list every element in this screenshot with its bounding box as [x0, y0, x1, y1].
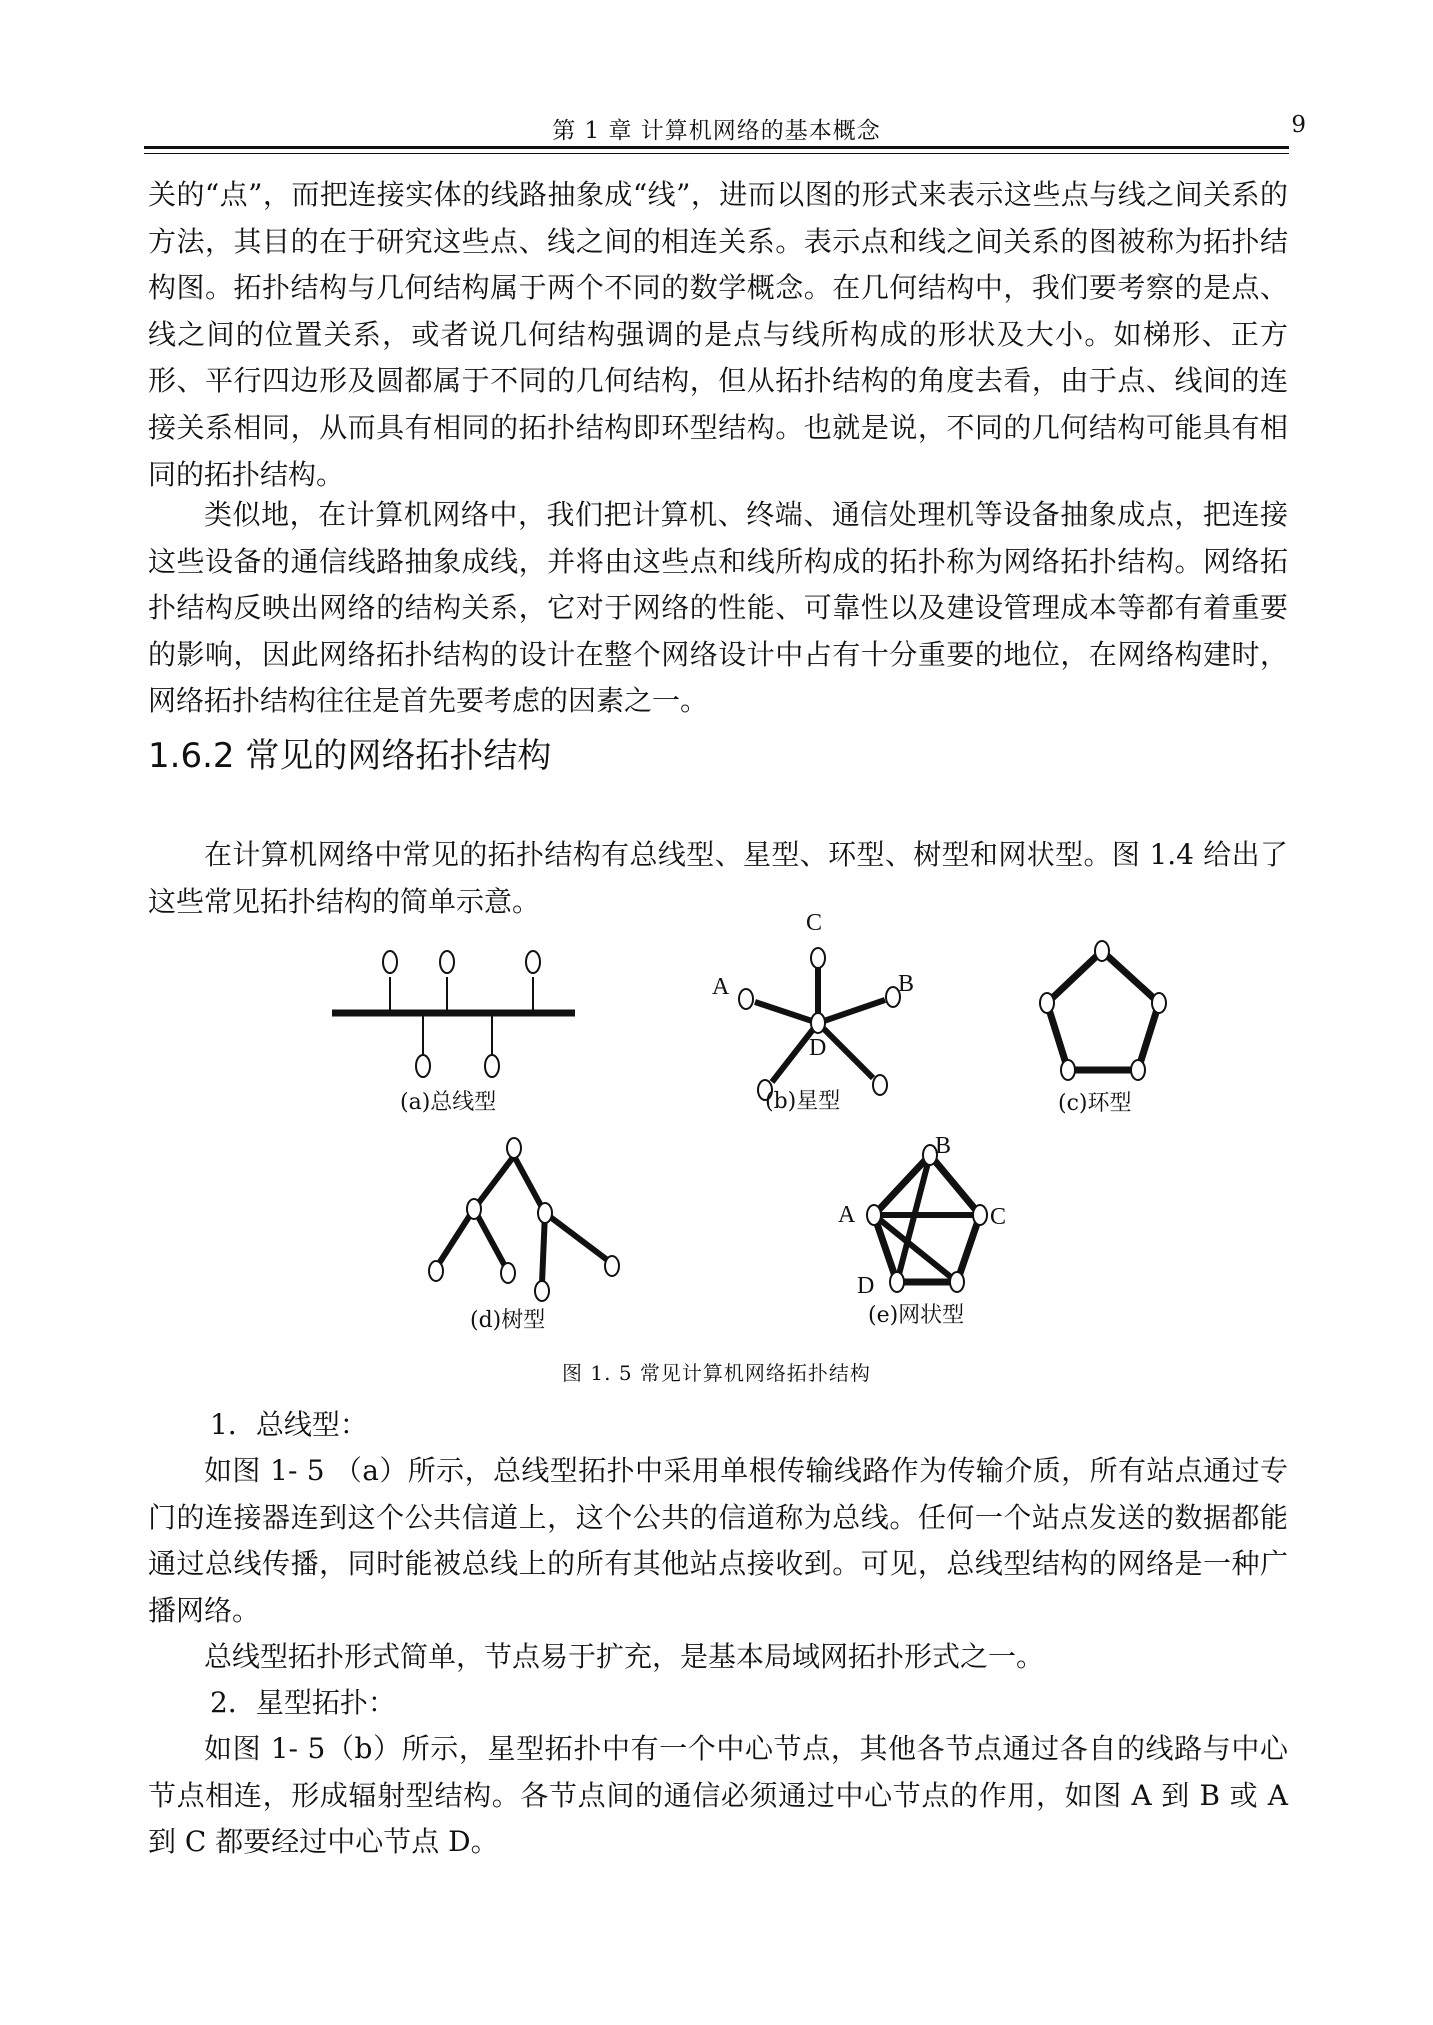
mesh-node-a: [867, 1205, 881, 1225]
tree-node: [535, 1281, 549, 1301]
star-node: [873, 1075, 887, 1095]
caption-tree: (d)树型: [470, 1308, 546, 1333]
bus-node: [383, 951, 397, 973]
list-item-bus-title: 1．总线型：: [210, 1408, 368, 1441]
paragraph-bus-description: 如图 1- 5 （a）所示，总线型拓扑中采用单根传输线路作为传输介质，所有站点通过专门的连接器连到这个公共信道上，这个公共的信道称为总线。任何一个站点发送的数据都能通过总线传播，同时能被总线上的所有其他站点接收到。可见，总线型结构的网络是一种广播网络。: [148, 1454, 1288, 1627]
star-node-c: [811, 948, 825, 968]
mesh-node-c: [973, 1205, 987, 1225]
star-label-c: C: [806, 910, 823, 936]
ring-topology-diagram: [1040, 941, 1166, 1080]
ring-node: [1040, 993, 1054, 1013]
bus-topology-diagram: [332, 951, 575, 1077]
paragraph-bus-summary: 总线型拓扑形式简单，节点易于扩充，是基本局域网拓扑形式之一。: [204, 1640, 1045, 1673]
ring-node: [1131, 1060, 1145, 1080]
mesh-label-d: D: [857, 1273, 875, 1299]
star-node-d: [811, 1013, 825, 1033]
mesh-label-c: C: [990, 1204, 1007, 1230]
tree-node: [507, 1138, 521, 1158]
caption-mesh: (e)网状型: [868, 1303, 965, 1328]
bus-node: [526, 951, 540, 973]
list-item-star-title: 2．星型拓扑：: [210, 1686, 396, 1719]
caption-ring: (c)环型: [1058, 1091, 1132, 1116]
star-label-a: A: [712, 974, 730, 1000]
star-label-b: B: [898, 971, 915, 997]
ring-node: [1152, 993, 1166, 1013]
bus-node: [416, 1055, 430, 1077]
bus-node: [485, 1055, 499, 1077]
tree-node: [538, 1203, 552, 1223]
paragraph-topology-intro: 关的“点”，而把连接实体的线路抽象成“线”，进而以图的形式来表示这些点与线之间关系的方法，其目的在于研究这些点、线之间的相连关系。表示点和线之间关系的图被称为拓扑结构图。拓扑结构与几何结构属于两个不同的数学概念。在几何结构中，我们要考察的是点、线之间的位置关系，或者说几何结构强调的是点与线所构成的形状及大小。如梯形、正方形、平行四边形及圆都属于不同的几何结构，但从拓扑结构的角度去看，由于点、线间的连接关系相同，从而具有相同的拓扑结构即环型结构。也就是说，不同的几何结构可能具有相同的拓扑结构。: [148, 178, 1288, 491]
mesh-label-a: A: [838, 1202, 856, 1228]
tree-node: [605, 1256, 619, 1276]
page-number: 9: [1291, 112, 1306, 138]
star-topology-diagram: [739, 948, 900, 1100]
paragraph-star-description: 如图 1- 5（b）所示，星型拓扑中有一个中心节点，其他各节点通过各自的线路与中心节点相连，形成辐射型结构。各节点间的通信必须通过中心节点的作用，如图 A 到 B 或 A 到 C 都要经过中心节点 D。: [148, 1732, 1288, 1859]
tree-node: [429, 1261, 443, 1281]
caption-bus: (a)总线型: [400, 1090, 497, 1115]
mesh-node-d: [890, 1272, 904, 1292]
tree-topology-diagram: [429, 1138, 619, 1301]
ring-node: [1061, 1060, 1075, 1080]
tree-node: [467, 1199, 481, 1219]
tree-node: [501, 1263, 515, 1283]
bus-node: [440, 951, 454, 973]
paragraph-network-topology: 类似地，在计算机网络中，我们把计算机、终端、通信处理机等设备抽象成点，把连接这些设备的通信线路抽象成线，并将由这些点和线所构成的拓扑称为网络拓扑结构。网络拓扑结构反映出网络的结构关系，它对于网络的性能、可靠性以及建设管理成本等都有着重要的影响，因此网络拓扑结构的设计在整个网络设计中占有十分重要的地位，在网络构建时，网络拓扑结构往往是首先要考虑的因素之一。: [148, 498, 1288, 718]
paragraph-common-topologies: 在计算机网络中常见的拓扑结构有总线型、星型、环型、树型和网状型。图 1.4 给出了这些常见拓扑结构的简单示意。: [148, 838, 1288, 918]
star-node-a: [739, 989, 753, 1009]
star-label-d: D: [809, 1035, 827, 1061]
mesh-node: [950, 1272, 964, 1292]
caption-star: (b)星型: [765, 1089, 841, 1114]
running-header-title: 第 1 章 计算机网络的基本概念: [552, 118, 881, 144]
section-heading: 1.6.2 常见的网络拓扑结构: [148, 736, 552, 776]
mesh-topology-diagram: [867, 1145, 987, 1292]
mesh-label-b: B: [935, 1133, 952, 1159]
figure-caption: 图 1. 5 常见计算机网络拓扑结构: [562, 1361, 871, 1385]
ring-node: [1095, 941, 1109, 961]
